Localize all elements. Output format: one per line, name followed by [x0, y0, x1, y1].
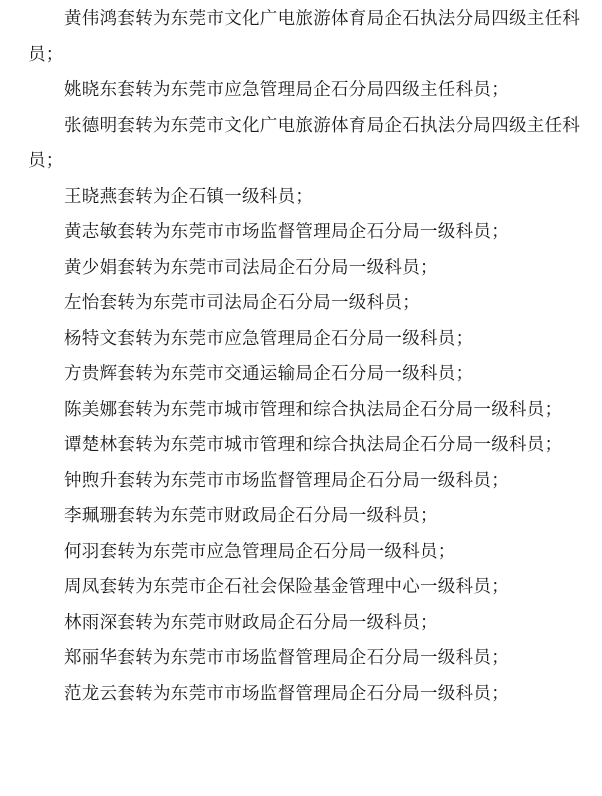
paragraph: 黄伟鸿套转为东莞市文化广电旅游体育局企石执法分局四级主任科员；: [28, 9, 581, 65]
paragraph: 郑丽华套转为东莞市市场监督管理局企石分局一级科员；: [64, 648, 509, 668]
paragraph: 周凤套转为东莞市企石社会保险基金管理中心一级科员；: [64, 577, 509, 597]
paragraph: 范龙云套转为东莞市市场监督管理局企石分局一级科员；: [64, 683, 509, 704]
paragraph: 谭楚林套转为东莞市城市管理和综合执法局企石分局一级科员；: [64, 435, 563, 455]
paragraph: 方贵辉套转为东莞市交通运输局企石分局一级科员；: [64, 364, 474, 384]
paragraph: 左怡套转为东莞市司法局企石分局一级科员；: [64, 293, 420, 313]
paragraph: 姚晓东套转为东莞市应急管理局企石分局四级主任科员；: [64, 80, 509, 100]
paragraph: 黄志敏套转为东莞市市场监督管理局企石分局一级科员；: [64, 222, 509, 242]
paragraph: 何羽套转为东莞市应急管理局企石分局一级科员；: [64, 541, 456, 562]
paragraph: 王晓燕套转为企石镇一级科员；: [64, 186, 314, 207]
paragraph: 陈美娜套转为东莞市城市管理和综合执法局企石分局一级科员；: [64, 399, 563, 420]
paragraph: 杨特文套转为东莞市应急管理局企石分局一级科员；: [64, 328, 474, 349]
paragraph: 张德明套转为东莞市文化广电旅游体育局企石执法分局四级主任科员；: [28, 115, 581, 171]
paragraph: 林雨深套转为东莞市财政局企石分局一级科员；: [64, 612, 438, 633]
paragraph: 钟煦升套转为东莞市市场监督管理局企石分局一级科员；: [64, 470, 509, 491]
paragraph: 黄少娟套转为东莞市司法局企石分局一级科员；: [64, 257, 438, 278]
paragraph: 李珮珊套转为东莞市财政局企石分局一级科员；: [64, 506, 438, 526]
